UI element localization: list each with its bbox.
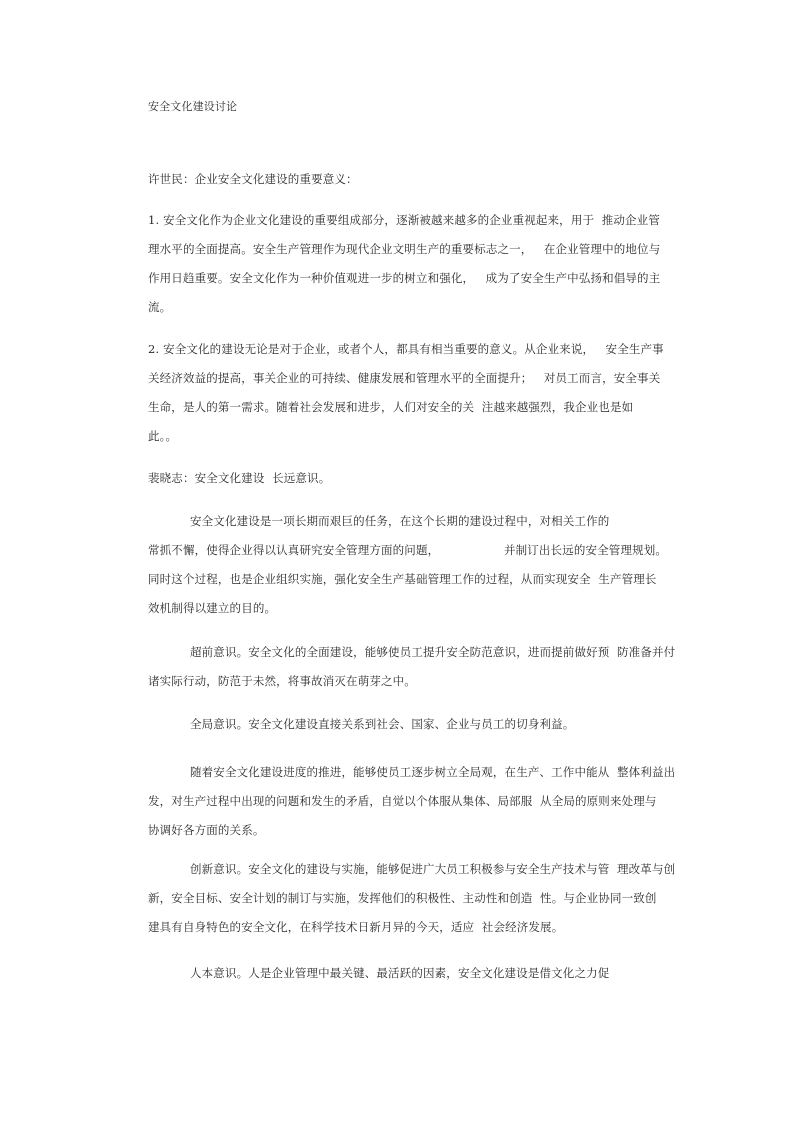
paragraph-line: 作用日趋重要。安全文化作为一种价值观进一步的树立和强化， 成为了安全生产中弘扬和倡导的主 — [148, 271, 661, 285]
paragraph-line: 关经济效益的提高，事关企业的可持续、健康发展和管理水平的全面提升； 对员工而言，安全事关 — [148, 371, 661, 385]
paragraph-line: 人本意识。人是企业管理中最关键、最活跃的因素，安全文化建设是借文化之力促 — [190, 966, 610, 980]
paragraph-line: 2. 安全文化的建设无论是对于企业，或者个人，都具有相当重要的意义。从企业来说， 安全生产事 — [148, 342, 664, 356]
paragraph-line: 创新意识。安全文化的建设与实施，能够促进广大员工积极参与安全生产技术与管 理改革与创 — [190, 862, 676, 876]
document-title: 安全文化建设讨论 — [148, 100, 238, 113]
paragraph-line: 发，对生产过程中出现的问题和发生的矛盾，自觉以个体服从集体、局部服 从全局的原则来处理与 — [148, 794, 657, 808]
paragraph-line: 理水平的全面提高。安全生产管理作为现代企业文明生产的重要标志之一， 在企业管理中的地位与 — [148, 242, 661, 256]
paragraph-line: 常抓不懈，使得企业得以认真研究安全管理方面的问题， 并制订出长远的安全管理规划。 — [148, 543, 668, 557]
paragraph-line: 诸实际行动，防范于未然，将事故消灭在萌芽之中。 — [148, 674, 416, 688]
paragraph-line: 效机制得以建立的目的。 — [148, 601, 277, 615]
paragraph-line: 1. 安全文化作为企业文化建设的重要组成部分，逐渐被越来越多的企业重视起来，用于 推动企业管 — [148, 213, 660, 227]
speaker-heading-1: 许世民：企业安全文化建设的重要意义： — [148, 172, 358, 186]
speaker-heading-2: 裴晓志：安全文化建设 长远意识。 — [148, 471, 331, 485]
paragraph-line: 超前意识。安全文化的全面建设，能够使员工提升安全防范意识，进而提前做好预 防准备并付 — [190, 645, 676, 659]
paragraph-line: 同时这个过程，也是企业组织实施，强化安全生产基础管理工作的过程，从而实现安全 生产管理长 — [148, 572, 657, 586]
paragraph-line: 全局意识。安全文化建设直接关系到社会、国家、企业与员工的切身利益。 — [190, 717, 575, 731]
paragraph-line: 随着安全文化建设进度的推进，能够使员工逐步树立全局观，在生产、工作中能从 整体利益出 — [190, 765, 676, 779]
paragraph-line: 此。。 — [148, 429, 178, 443]
paragraph-line: 建具有自身特色的安全文化，在科学技术日新月异的今天，适应 社会经济发展。 — [148, 920, 564, 934]
paragraph-line: 流。 — [148, 300, 172, 314]
paragraph-line: 安全文化建设是一项长期而艰巨的任务，在这个长期的建设过程中，对相关工作的 — [190, 514, 610, 528]
paragraph-line: 协调好各方面的关系。 — [148, 823, 265, 837]
paragraph-line: 生命，是人的第一需求。随着社会发展和进步，人们对安全的关 注越来越强烈，我企业也是如 — [148, 400, 634, 414]
paragraph-line: 新，安全目标、安全计划的制订与实施，发挥他们的积极性、主动性和创造 性。与企业协同一致创 — [148, 891, 657, 905]
